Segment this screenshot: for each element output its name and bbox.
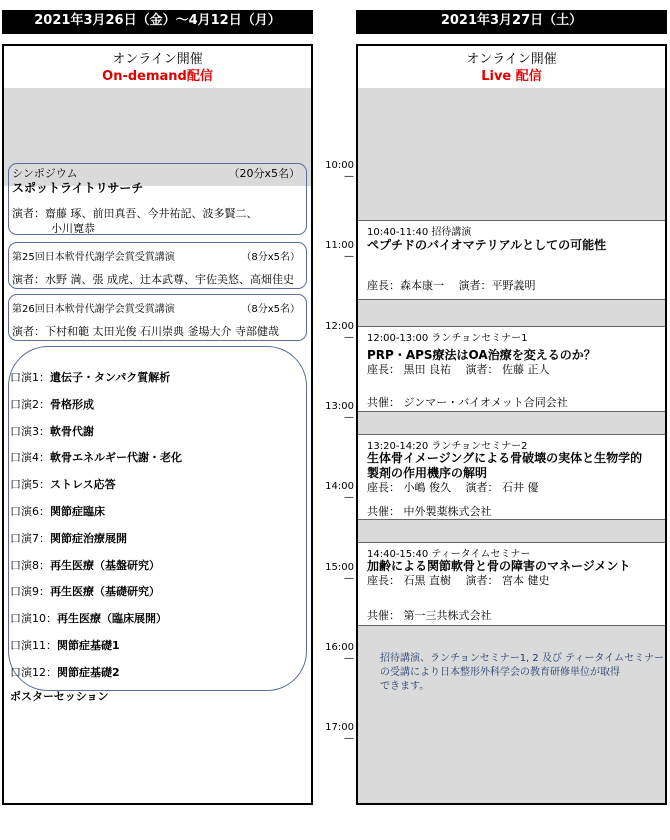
oral-session-label: 再生医療（臨床展開）: [57, 612, 167, 626]
session4-time: 14:40-15:40 ティータイムセミナー: [367, 549, 531, 560]
credit-note-line2: の受講により日本整形外科学会の教育研修単位が取得: [380, 667, 620, 678]
oral-session-item[interactable]: [10, 637, 120, 653]
time-label: 14:00—: [325, 481, 354, 504]
oral-session-number: 口演12：: [10, 665, 57, 679]
symposium-title: スポットライトリサーチ: [12, 181, 144, 195]
oral-session-label: 関節症臨床: [50, 505, 105, 518]
oral-session-number: 口演5：: [10, 478, 50, 492]
oral-session-label: 再生医療（基礎研究）: [50, 585, 160, 599]
oral-session-item[interactable]: [10, 423, 94, 439]
live-label: Live 配信: [481, 69, 542, 84]
left-date-header: 2021年3月26日（金）～4月12日（月）: [2, 10, 313, 34]
symposium-duration: （20分x5名）: [228, 167, 300, 180]
oral-session-label: 骨格形成: [50, 397, 94, 411]
award26-duration: （8分x5名）: [241, 304, 300, 315]
oral-session-number: 口演2：: [10, 397, 50, 411]
session1-title: ペプチドのバイオマテリアルとしての可能性: [367, 238, 607, 252]
right-date-header: 2021年3月27日（土）: [356, 10, 667, 34]
oral-session-number: 口演7：: [10, 531, 50, 545]
oral-session-number: 口演8：: [10, 558, 50, 572]
oral-session-item[interactable]: [10, 369, 170, 385]
session3-title-line1: 生体骨イメージングによる骨破壊の実体と生物学的: [367, 451, 643, 465]
credit-note-line3: できます。: [380, 681, 430, 692]
oral-session-label: 関節症治療展開: [50, 531, 127, 545]
oral-session-item[interactable]: [10, 449, 182, 465]
time-label: 16:00—: [325, 641, 354, 664]
oral-session-item[interactable]: [10, 476, 116, 492]
session2-title: PRP・APS療法はOA治療を変えるのか？: [367, 348, 596, 362]
oral-session-item[interactable]: [10, 610, 167, 626]
award26-speakers: 演者：下村和範 太田光俊 石川崇典 釜場大介 寺部健哉: [12, 325, 279, 338]
session4-sponsor: 共催： 第一三共株式会社: [367, 609, 492, 622]
oral-session-number: 口演10：: [10, 612, 57, 626]
on-demand-panel: [2, 44, 313, 805]
oral-session-item[interactable]: [10, 530, 127, 546]
award25-title: 第25回日本軟骨代謝学会賞受賞講演: [12, 252, 175, 263]
award25-card[interactable]: [8, 242, 307, 289]
symposium-speakers-line1: 演者：齋藤 琢、前田真吾、今井祐記、波多賢二、: [12, 207, 258, 220]
session1-time: 10:40-11:40 招待講演: [367, 227, 472, 238]
oral-session-item[interactable]: [10, 557, 160, 573]
oral-session-number: 口演3：: [10, 424, 50, 438]
oral-session-item[interactable]: [10, 583, 160, 599]
oral-session-item[interactable]: [10, 503, 105, 519]
session-invited-lecture[interactable]: [358, 220, 665, 300]
live-panel: [356, 44, 667, 805]
session2-time: 12:00-13:00 ランチョンセミナー1: [367, 333, 528, 344]
oral-session-number: 口演9：: [10, 585, 50, 599]
credit-note-line1: 招待講演、ランチョンセミナー1, 2 及び ティータイムセミナー: [380, 653, 665, 664]
symposium-speakers-line2: 小川寛恭: [51, 222, 95, 235]
award25-duration: （8分x5名）: [241, 252, 300, 263]
time-label: 17:00—: [325, 722, 354, 745]
time-label: 15:00—: [325, 561, 354, 584]
session-luncheon-1[interactable]: [358, 326, 665, 412]
oral-session-label: 関節症基礎2: [57, 665, 120, 679]
oral-session-label: 関節症基礎1: [57, 639, 120, 652]
session-luncheon-2[interactable]: [358, 434, 665, 520]
symposium-card[interactable]: [8, 163, 307, 235]
oral-session-label: 軟骨代謝: [50, 424, 94, 438]
oral-session-label: 遺伝子・タンパク質解析: [50, 371, 171, 384]
oral-session-label: ストレス応答: [50, 478, 116, 492]
oral-session-label: 軟骨エネルギー代謝・老化: [50, 451, 182, 465]
award26-card[interactable]: [8, 294, 307, 341]
time-label: 13:00—: [325, 400, 354, 423]
session2-sponsor: 共催： ジンマー・バイオメット合同会社: [367, 396, 568, 409]
oral-session-number: 口演6：: [10, 505, 50, 518]
on-demand-online-label: オンライン開催: [112, 52, 203, 67]
session3-title-line2: 製剤の作用機序の解明: [367, 466, 488, 480]
live-online-label: オンライン開催: [466, 52, 557, 67]
time-label: 10:00—: [325, 160, 354, 182]
poster-session[interactable]: ポスターセッション: [10, 690, 109, 703]
award26-title: 第26回日本軟骨代謝学会賞受賞講演: [12, 304, 175, 315]
time-label: 11:00—: [325, 240, 354, 263]
session4-roles: 座長： 石黒 直樹 演者： 宮本 健史: [367, 574, 550, 587]
oral-session-label: 再生医療（基盤研究）: [50, 558, 160, 572]
award25-speakers: 演者：水野 満、張 成虎、辻本武尊、宇佐美悠、高畑佳史: [12, 273, 294, 286]
session4-title: 加齢による関節軟骨と骨の障害のマネージメント: [367, 559, 631, 573]
oral-session-item[interactable]: [10, 664, 120, 680]
oral-session-number: 口演4：: [10, 451, 50, 465]
session1-roles: 座長：森本康一 演者：平野義明: [367, 279, 536, 292]
oral-session-number: 口演1：: [10, 371, 50, 384]
session-teatime[interactable]: [358, 542, 665, 626]
symposium-tag: シンポジウム: [12, 167, 78, 180]
session3-time: 13:20-14:20 ランチョンセミナー2: [367, 441, 528, 452]
oral-session-item[interactable]: [10, 396, 94, 412]
session3-roles: 座長： 小嶋 俊久 演者： 石井 優: [367, 481, 539, 494]
time-label: 12:00—: [325, 320, 354, 343]
session2-roles: 座長： 黒田 良祐 演者： 佐藤 正人: [367, 363, 550, 376]
session3-sponsor: 共催： 中外製薬株式会社: [367, 505, 492, 518]
oral-session-number: 口演11：: [10, 639, 57, 652]
on-demand-label: On-demand配信: [102, 69, 213, 84]
